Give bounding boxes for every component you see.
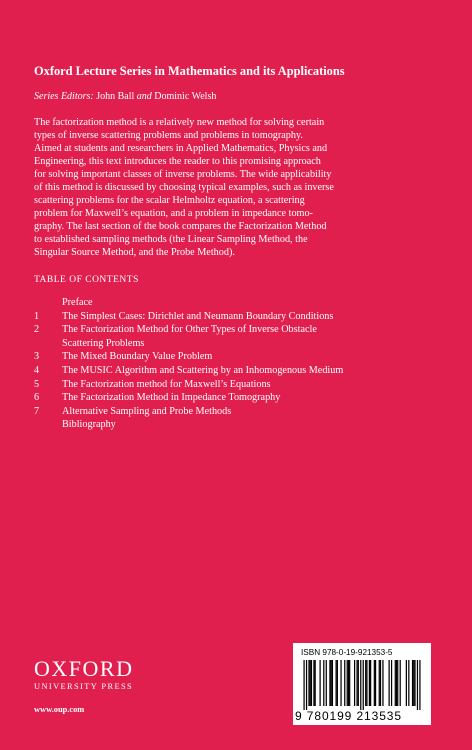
description-line: graphy. The last section of the book compares the Factorization Method xyxy=(34,221,327,233)
toc-item xyxy=(34,296,444,310)
toc-item-number: 6 xyxy=(34,392,40,404)
toc-item xyxy=(34,310,444,324)
publisher-url: www.oup.com xyxy=(34,705,85,714)
barcode-bar xyxy=(366,660,367,706)
toc-heading: TABLE OF CONTENTS xyxy=(34,275,139,285)
publisher-logo xyxy=(34,658,133,691)
barcode-bar xyxy=(315,660,316,706)
description-line: to established sampling methods (the Linear Sampling Method, the xyxy=(34,234,308,246)
toc-item-number xyxy=(34,296,62,310)
barcode-bar xyxy=(306,660,307,710)
book-description xyxy=(34,116,444,260)
series-editors-label: Series Editors: xyxy=(34,91,94,102)
barcode-bar xyxy=(349,660,350,706)
toc-item-number xyxy=(34,337,62,351)
barcode-bar xyxy=(419,660,420,710)
barcode-bar xyxy=(303,660,304,710)
toc-item-title: The Factorization Method for Other Types of Inverse Obstacle xyxy=(62,324,317,336)
editor-name: Dominic Welsh xyxy=(154,91,217,102)
barcode-bar xyxy=(396,660,397,706)
description-line: Engineering, this text introduces the reader to this promising approach xyxy=(34,156,321,168)
barcode-bar xyxy=(310,660,311,706)
description-line: of this method is discussed by choosing typical examples, such as inverse xyxy=(34,182,334,194)
barcode-bar xyxy=(360,660,361,710)
toc-item xyxy=(34,323,444,337)
barcode-bar xyxy=(311,660,312,706)
toc-item xyxy=(34,391,444,405)
barcode-bar xyxy=(417,660,418,710)
barcode-bar xyxy=(331,660,332,706)
toc-item-title: The Factorization Method in Impedance Tomography xyxy=(62,392,281,404)
barcode-bar xyxy=(395,660,396,706)
publisher-logo-subtitle: UNIVERSITY PRESS xyxy=(34,682,134,691)
barcode-bars xyxy=(301,660,423,710)
toc-item-number: 5 xyxy=(34,378,40,390)
barcode-bar xyxy=(379,660,380,706)
toc-item-number: 4 xyxy=(34,364,40,376)
description-line: scattering problems for the scalar Helmholtz equation, a scattering xyxy=(34,195,305,207)
barcode-bar xyxy=(347,660,348,706)
barcode-bar xyxy=(363,660,364,710)
toc-item xyxy=(34,418,444,432)
barcode-bar xyxy=(348,660,349,706)
barcode-bar xyxy=(406,660,407,706)
description-line: The factorization method is a relatively new method for solving certain xyxy=(34,117,325,128)
description-line: Aimed at students and researchers in Applied Mathematics, Physics and xyxy=(34,143,328,155)
barcode-bar xyxy=(374,660,375,706)
toc-item-number: 1 xyxy=(34,310,40,322)
barcode-bar xyxy=(326,660,327,706)
publisher-logo-wordmark: OXFORD xyxy=(34,656,134,681)
barcode-bar xyxy=(397,660,398,706)
toc-item-number: 3 xyxy=(34,351,40,363)
barcode-bar xyxy=(412,660,413,706)
barcode-bar xyxy=(323,660,324,706)
barcode-bar xyxy=(370,660,371,706)
description-line: Singular Source Method, and the Probe Method). xyxy=(34,247,235,259)
toc-item xyxy=(34,378,444,392)
barcode-bar xyxy=(337,660,338,706)
description-line: for solving important classes of inverse problems. The wide applicability xyxy=(34,169,332,181)
toc-item-number: 2 xyxy=(34,324,40,336)
barcode-bar xyxy=(344,660,345,706)
barcode-bar xyxy=(413,660,414,706)
barcode-bar xyxy=(358,660,359,706)
isbn-label: ISBN 978-0-19-921353-5 xyxy=(301,648,393,657)
toc-item-number: 7 xyxy=(34,405,40,417)
barcode-bar xyxy=(388,660,389,706)
editors-conjunction: and xyxy=(136,91,152,102)
toc-item xyxy=(34,350,444,364)
toc-item xyxy=(34,364,444,378)
toc-item-number xyxy=(34,418,62,432)
toc-item-title: Alternative Sampling and Probe Methods xyxy=(62,405,232,417)
toc-item-title: The Factorization method for Maxwell’s Equations xyxy=(62,378,271,390)
barcode-bar xyxy=(313,660,314,706)
barcode-bar xyxy=(382,660,383,706)
toc-item-title: The Mixed Boundary Value Problem xyxy=(62,351,213,363)
series-editors xyxy=(34,91,444,102)
table-of-contents xyxy=(34,296,444,432)
description-line: problem for Maxwell’s equation, and a problem in impedance tomo- xyxy=(34,208,313,220)
description-line: types of inverse scattering problems and problems in tomography. xyxy=(34,130,303,142)
barcode-bar xyxy=(329,660,330,706)
barcode-digits: 9 780199 213535 xyxy=(295,709,402,723)
toc-item-title: Preface xyxy=(62,297,93,308)
barcode-bar xyxy=(340,660,341,706)
barcode-bar xyxy=(319,660,320,706)
isbn-barcode xyxy=(293,643,431,725)
barcode-bar xyxy=(354,660,355,706)
barcode-bar xyxy=(380,660,381,706)
barcode-bar xyxy=(414,660,415,706)
toc-item xyxy=(34,405,444,419)
barcode-bar xyxy=(365,660,366,706)
barcode-bar xyxy=(408,660,409,706)
barcode-bar xyxy=(400,660,401,706)
barcode-bar xyxy=(375,660,376,706)
barcode-bar xyxy=(391,660,392,706)
toc-item-title: The MUSIC Algorithm and Scattering by an Inhomogenous Medium xyxy=(62,364,344,376)
series-title: Oxford Lecture Series in Mathematics and its Applications xyxy=(34,64,345,78)
barcode-bar xyxy=(308,660,309,706)
barcode-bar xyxy=(336,660,337,706)
toc-item xyxy=(34,337,444,351)
barcode-bar xyxy=(356,660,357,706)
toc-item-title: The Simplest Cases: Dirichlet and Neumann Boundary Conditions xyxy=(62,310,334,322)
toc-item-title: Bibliography xyxy=(62,419,116,431)
editor-name: John Ball xyxy=(96,91,135,102)
barcode-bar xyxy=(332,660,333,706)
toc-item-title: Scattering Problems xyxy=(62,337,145,349)
barcode-bar xyxy=(369,660,370,706)
